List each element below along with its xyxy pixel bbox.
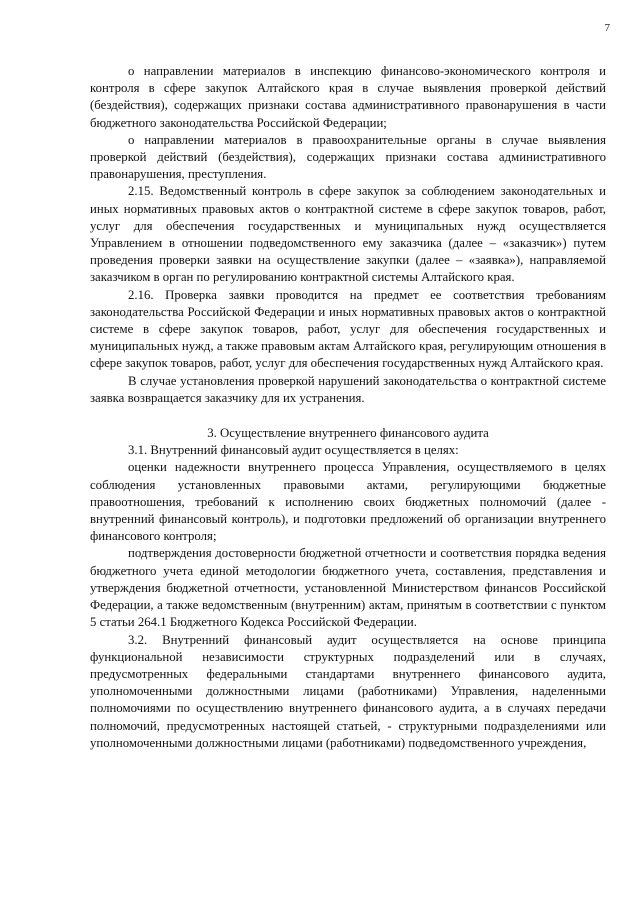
paragraph-law-enforcement-referral: о направлении материалов в правоохранительные органы в случае выявления проверкой действий (бездействия), содержащих признаки состава административного правонарушения, преступления. (90, 132, 606, 182)
paragraph-reliability-assessment: оценки надежности внутреннего процесса Управления, осуществляемого в целях соблюдения установленных правовыми актами, регулирующими бюджетные правоотношения, требований к исполнению своих бюджетных полномочий (далее - внутренний финансовый контроль), и подготовки предложений об организации внутреннего финансового контроля; (90, 460, 606, 544)
paragraph-2-16: 2.16. Проверка заявки проводится на предмет ее соответствия требованиям законодательства Российской Федерации и иных нормативных правовых актов о контрактной системе в сфере закупок товаров, работ, услуг для обеспечения государственных и муниципальных нужд, а также правовым актам Алтайского края, регулирующим отношения в сфере закупок товаров, работ, услуг для обеспечения государственных нужд Алтайского края. (90, 287, 606, 371)
paragraph-reporting-confirmation: подтверждения достоверности бюджетной отчетности и соответствия порядка ведения бюджетного учета единой методологии бюджетного учета, составления, представления и утверждения бюджетной отчетности, установленной Министерством финансов Российской Федерации, а также ведомственным (внутренним) актам, принятым в соответствии с пунктом 5 статьи 264.1 Бюджетного Кодекса Российской Федерации. (90, 546, 606, 630)
paragraph-2-15: 2.15. Ведомственный контроль в сфере закупок за соблюдением законодательных и иных нормативных правовых актов о контрактной системе в сфере закупок товаров, работ, услуг для обеспечения государственных и муниципальных нужд осуществляется Управлением в отношении подведомственного ему заказчика (далее – «заказчик») путем проведения проверки заявки на осуществление закупки (далее – «заявка»), направляемой заказчиком в орган по регулированию контрактной системы Алтайского края. (90, 184, 606, 285)
document-body (90, 63, 606, 752)
page-number: 7 (604, 22, 610, 34)
paragraph-3-2: 3.2. Внутренний финансовый аудит осуществляется на основе принципа функциональной независимости структурных подразделений или в случаях, предусмотренных федеральными стандартами внутреннего финансового аудита, уполномоченными должностными лицами (работниками) Управления, наделенными полномочиями по осуществлению внутреннего финансового аудита, а в случаях передачи полномочий, предусмотренных настоящей статьей, - структурными подразделениями или уполномоченными должностными лицами (работниками) подведомственного учреждения, (90, 632, 606, 750)
paragraph-violation-return: В случае установления проверкой нарушений законодательства о контрактной системе заявка возвращается заказчику для их устранения. (90, 373, 606, 405)
paragraph-3-1: 3.1. Внутренний финансовый аудит осуществляется в целях: (128, 443, 459, 458)
paragraph-inspection-referral: о направлении материалов в инспекцию финансово-экономического контроля и контроля в сфере закупок Алтайского края в случае выявления проверкой действий (бездействия), содержащих признаки состава административного правонарушения в части бюджетного законодательства Российской Федерации; (90, 64, 606, 130)
section-heading: 3. Осуществление внутреннего финансового аудита (207, 426, 489, 441)
